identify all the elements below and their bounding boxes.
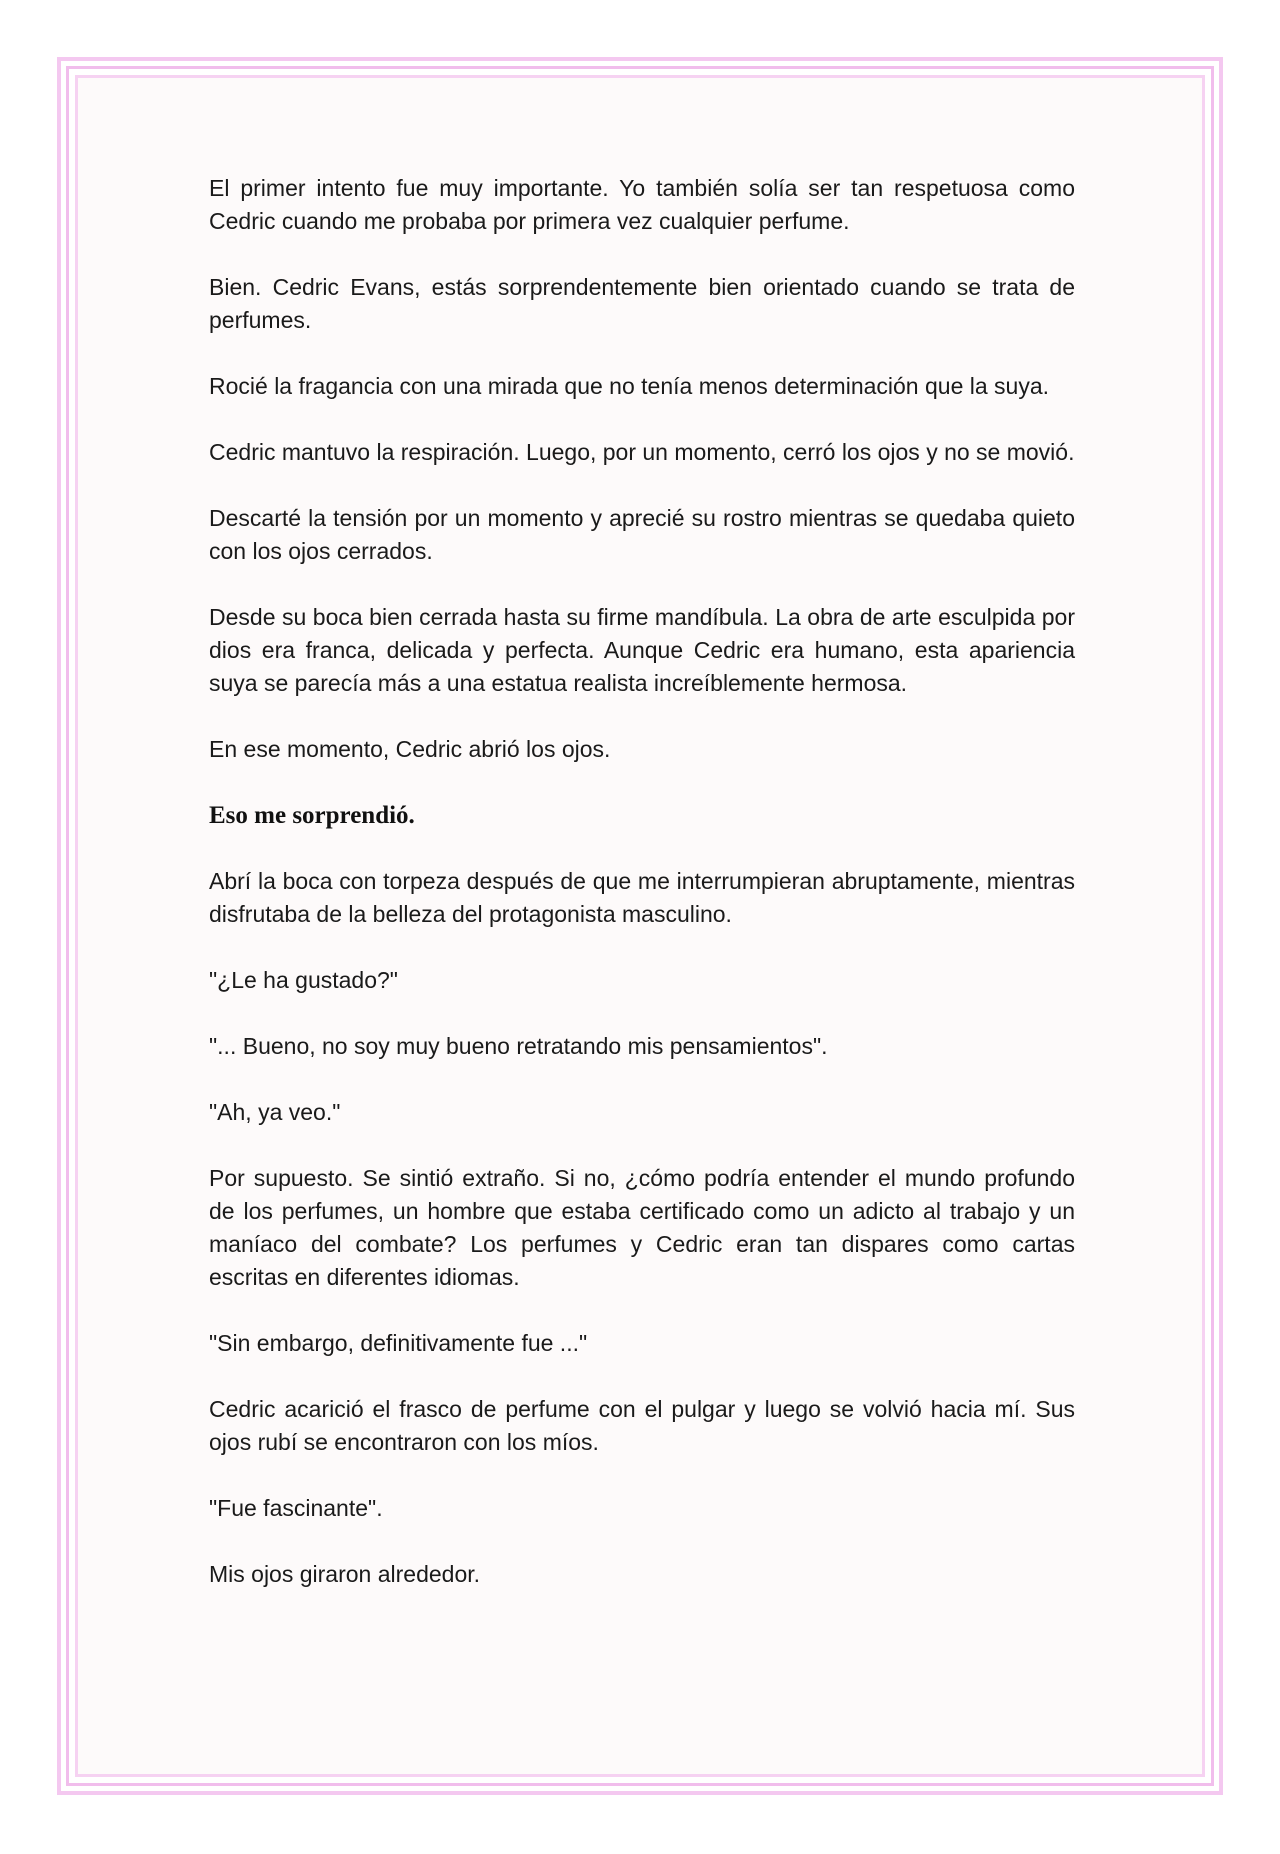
dialogue-line-5: "Fue fascinante".	[209, 1495, 383, 1521]
dialogue-line-3: "Ah, ya veo."	[209, 1099, 341, 1125]
paragraph-7: En ese momento, Cedric abrió los ojos.	[209, 736, 611, 762]
paragraph-5: Descarté la tensión por un momento y aprecié su rostro mientras se quedaba quieto con los ojos cerrados.	[209, 505, 1075, 564]
emphasis-line: Eso me sorprendió.	[209, 802, 415, 829]
paragraph-3: Rocié la fragancia con una mirada que no tenía menos determinación que la suya.	[209, 373, 1050, 399]
paragraph-17: Mis ojos giraron alrededor.	[209, 1561, 481, 1587]
paragraph-2: Bien. Cedric Evans, estás sorprendentemente bien orientado cuando se trata de perfumes.	[209, 274, 1075, 333]
dialogue-line-1: "¿Le ha gustado?"	[209, 967, 398, 993]
paragraph-15: Cedric acarició el frasco de perfume con el pulgar y luego se volvió hacia mí. Sus ojos rubí se encontraron con los míos.	[209, 1396, 1075, 1455]
paragraph-4: Cedric mantuvo la respiración. Luego, por un momento, cerró los ojos y no se movió.	[209, 439, 1075, 465]
dialogue-line-4: "Sin embargo, definitivamente fue ..."	[209, 1330, 588, 1356]
paragraph-6: Desde su boca bien cerrada hasta su firme mandíbula. La obra de arte esculpida por dios era franca, delicada y perfecta. Aunque Cedric era humano, esta apariencia suya se parecía más a una estatua realista increíblemente hermosa.	[209, 604, 1075, 696]
document-body	[209, 172, 1075, 1624]
dialogue-line-2: "... Bueno, no soy muy bueno retratando mis pensamientos".	[209, 1033, 828, 1059]
paragraph-9: Abrí la boca con torpeza después de que me interrumpieran abruptamente, mientras disfrutaba de la belleza del protagonista masculino.	[209, 868, 1075, 927]
paragraph-13: Por supuesto. Se sintió extraño. Si no, ¿cómo podría entender el mundo profundo de los perfumes, un hombre que estaba certificado como un adicto al trabajo y un maníaco del combate? Los perfumes y Cedric eran tan dispares como cartas escritas en diferentes idiomas.	[209, 1165, 1075, 1290]
paragraph-1: El primer intento fue muy importante. Yo también solía ser tan respetuosa como Cedric cuando me probaba por primera vez cualquier perfume.	[209, 175, 1075, 234]
